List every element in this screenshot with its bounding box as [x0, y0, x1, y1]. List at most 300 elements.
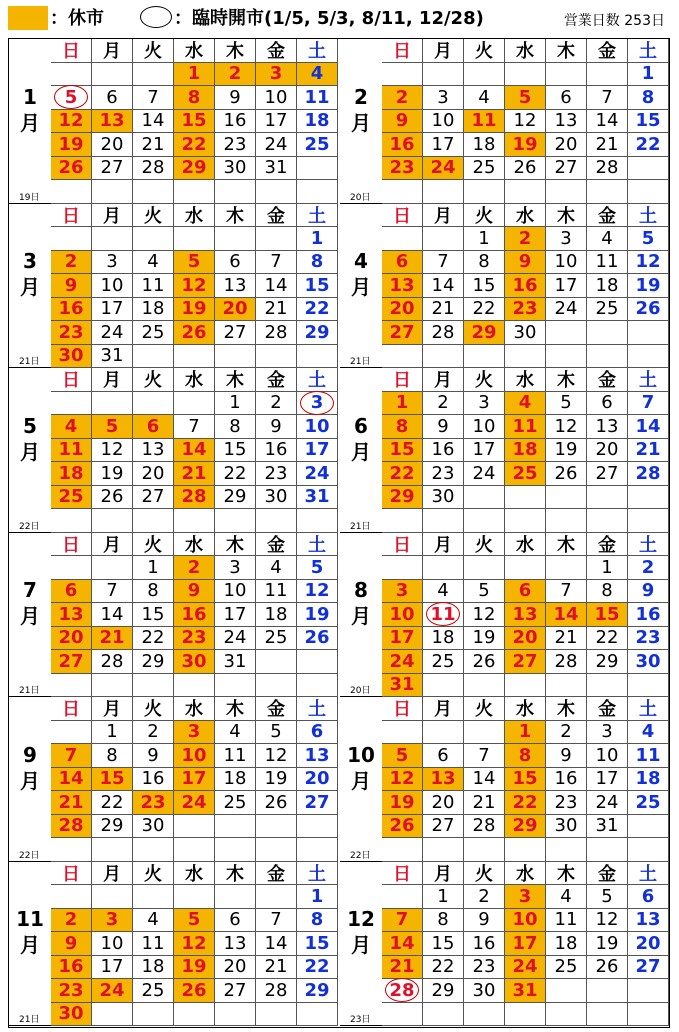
day-cell: 16 — [215, 110, 256, 134]
empty-cell — [423, 674, 464, 698]
day-cell: 7 — [382, 909, 423, 933]
day-cell: 19 — [174, 298, 215, 322]
day-cell: 7 — [423, 251, 464, 275]
day-cell: 21 — [51, 791, 92, 815]
month-business-days: 21日 — [19, 357, 40, 367]
weekday-header: 日 — [382, 39, 423, 63]
day-cell: 22 — [464, 298, 505, 322]
empty-cell — [256, 345, 297, 369]
day-cell: 14 — [628, 415, 669, 439]
month-business-days: 21日 — [350, 521, 371, 532]
day-cell: 13 — [423, 768, 464, 792]
day-cell: 1 — [133, 556, 174, 580]
weekday-header: 月 — [423, 533, 464, 557]
month-suffix: 月 — [20, 110, 40, 135]
day-cell: 6 — [215, 251, 256, 275]
day-cell: 4 — [133, 909, 174, 933]
empty-cell — [51, 509, 92, 533]
day-cell: 3 — [256, 63, 297, 87]
day-cell: 7 — [628, 392, 669, 416]
weekday-header: 金 — [256, 204, 297, 228]
day-cell: 24 — [215, 627, 256, 651]
empty-cell — [215, 227, 256, 251]
day-cell: 10 — [92, 932, 133, 956]
empty-cell — [174, 838, 215, 862]
day-cell: 3 — [587, 721, 628, 745]
day-cell: 17 — [92, 298, 133, 322]
empty-cell — [423, 1003, 464, 1027]
business-days-value: 253日 — [624, 13, 665, 29]
month-block-2 — [340, 39, 669, 204]
day-cell: 18 — [464, 133, 505, 157]
empty-cell — [546, 180, 587, 204]
day-cell: 9 — [464, 909, 505, 933]
day-cell: 11 — [628, 744, 669, 768]
day-cell: 27 — [505, 650, 546, 674]
month-suffix: 月 — [351, 275, 371, 299]
day-cell: 25 — [587, 298, 628, 322]
empty-cell — [133, 674, 174, 698]
day-cell: 10 — [464, 415, 505, 439]
day-cell: 21 — [92, 627, 133, 651]
weekday-header: 土 — [297, 533, 338, 557]
month-suffix: 月 — [20, 275, 40, 299]
month-suffix: 月 — [20, 604, 40, 628]
empty-cell — [215, 509, 256, 533]
day-cell: 17 — [587, 768, 628, 792]
empty-cell — [382, 180, 423, 204]
day-cell: 31 — [297, 486, 338, 510]
day-cell: 17 — [256, 110, 297, 134]
weekday-header: 土 — [628, 39, 669, 63]
special-open-legend-label: ：臨時開市(1/5, 5/3, 8/11, 12/28) — [174, 8, 484, 29]
empty-cell — [505, 180, 546, 204]
day-cell: 25 — [51, 486, 92, 510]
empty-cell — [546, 486, 587, 510]
day-cell: 23 — [174, 627, 215, 651]
day-cell: 14 — [92, 603, 133, 627]
weekday-header: 木 — [215, 39, 256, 63]
day-cell: 28 — [587, 157, 628, 181]
day-cell: 10 — [174, 744, 215, 768]
empty-cell — [546, 63, 587, 87]
day-cell: 14 — [256, 274, 297, 298]
day-cell: 21 — [587, 133, 628, 157]
weekday-header: 水 — [505, 368, 546, 392]
day-cell: 20 — [505, 627, 546, 651]
empty-cell — [297, 650, 338, 674]
day-cell: 17 — [92, 956, 133, 980]
day-cell: 14 — [133, 110, 174, 134]
day-cell: 22 — [423, 956, 464, 980]
weekday-header: 火 — [133, 39, 174, 63]
day-cell: 6 — [505, 580, 546, 604]
empty-cell — [546, 979, 587, 1003]
empty-cell — [382, 721, 423, 745]
day-cell: 1 — [297, 885, 338, 909]
day-cell: 6 — [546, 86, 587, 110]
weekday-header: 火 — [464, 533, 505, 557]
empty-cell — [505, 509, 546, 533]
day-cell: 11 — [505, 415, 546, 439]
day-cell: 27 — [382, 321, 423, 345]
day-cell: 13 — [92, 110, 133, 134]
day-cell: 25 — [546, 956, 587, 980]
month-block-3 — [9, 204, 338, 369]
empty-cell — [133, 885, 174, 909]
day-cell: 29 — [215, 486, 256, 510]
day-cell: 29 — [587, 650, 628, 674]
day-cell: 30 — [256, 486, 297, 510]
day-cell: 17 — [297, 439, 338, 463]
day-cell: 5 — [587, 885, 628, 909]
day-cell: 30 — [133, 815, 174, 839]
month-label — [9, 63, 51, 157]
day-cell: 12 — [51, 110, 92, 134]
day-cell: 27 — [92, 157, 133, 181]
month-business-days: 21日 — [19, 1015, 40, 1025]
day-cell: 17 — [505, 932, 546, 956]
day-cell: 10 — [256, 86, 297, 110]
day-cell: 30 — [51, 345, 92, 369]
month-block-10 — [340, 697, 669, 862]
day-cell: 10 — [215, 580, 256, 604]
weekday-header: 土 — [297, 39, 338, 63]
month-business-days: 20日 — [350, 192, 371, 203]
month-block-7 — [9, 533, 338, 698]
day-cell: 17 — [423, 133, 464, 157]
weekday-header: 木 — [215, 204, 256, 228]
day-cell: 1 — [92, 721, 133, 745]
day-cell: 19 — [174, 956, 215, 980]
empty-cell — [423, 180, 464, 204]
day-cell: 15 — [133, 603, 174, 627]
day-cell: 29 — [382, 486, 423, 510]
month-suffix: 月 — [351, 110, 371, 135]
day-cell: 26 — [297, 627, 338, 651]
day-cell: 19 — [51, 133, 92, 157]
day-cell: 2 — [546, 721, 587, 745]
day-cell: 16 — [51, 956, 92, 980]
weekday-header: 月 — [423, 368, 464, 392]
day-cell: 25 — [133, 979, 174, 1003]
weekday-header: 金 — [587, 368, 628, 392]
empty-cell — [423, 63, 464, 87]
empty-cell — [51, 885, 92, 909]
day-cell: 27 — [628, 956, 669, 980]
day-cell: 1 — [505, 721, 546, 745]
day-cell: 4 — [423, 580, 464, 604]
day-cell: 17 — [464, 439, 505, 463]
empty-cell — [215, 674, 256, 698]
day-cell: 9 — [215, 86, 256, 110]
weekday-header: 月 — [423, 862, 464, 886]
day-cell: 30 — [215, 157, 256, 181]
day-cell: 17 — [546, 274, 587, 298]
day-cell: 26 — [51, 157, 92, 181]
empty-cell — [628, 157, 669, 181]
month-label — [340, 392, 382, 486]
day-cell: 2 — [174, 556, 215, 580]
empty-cell — [215, 885, 256, 909]
day-cell: 25 — [464, 157, 505, 181]
empty-cell — [505, 486, 546, 510]
day-cell: 24 — [256, 133, 297, 157]
day-cell: 7 — [546, 580, 587, 604]
empty-cell — [174, 674, 215, 698]
weekday-header: 水 — [174, 204, 215, 228]
day-cell: 31 — [505, 979, 546, 1003]
day-cell: 29 — [505, 815, 546, 839]
weekday-header: 月 — [92, 862, 133, 886]
day-cell: 6 — [92, 86, 133, 110]
day-cell: 12 — [174, 274, 215, 298]
day-cell: 18 — [423, 627, 464, 651]
day-cell: 19 — [505, 133, 546, 157]
day-cell: 15 — [215, 439, 256, 463]
day-cell: 6 — [297, 721, 338, 745]
weekday-header: 金 — [587, 862, 628, 886]
day-cell: 23 — [423, 462, 464, 486]
weekday-header: 木 — [546, 39, 587, 63]
day-cell: 27 — [133, 486, 174, 510]
month-label — [340, 227, 382, 321]
weekday-header: 金 — [587, 39, 628, 63]
day-cell: 22 — [587, 627, 628, 651]
day-cell: 5 — [464, 580, 505, 604]
month-business-days: 22日 — [19, 850, 40, 861]
day-cell: 5 — [628, 227, 669, 251]
empty-cell — [628, 674, 669, 698]
empty-cell — [382, 1003, 423, 1027]
weekday-header: 金 — [256, 697, 297, 721]
empty-cell — [587, 321, 628, 345]
day-cell: 30 — [505, 321, 546, 345]
weekday-header: 火 — [133, 533, 174, 557]
empty-cell — [464, 180, 505, 204]
day-cell: 13 — [133, 439, 174, 463]
day-cell: 1 — [382, 392, 423, 416]
day-cell: 16 — [505, 274, 546, 298]
day-cell: 7 — [174, 415, 215, 439]
empty-cell — [464, 1003, 505, 1027]
empty-cell — [215, 838, 256, 862]
day-cell: 24 — [505, 956, 546, 980]
empty-cell — [133, 180, 174, 204]
month-business-days: 22日 — [350, 850, 371, 861]
month-label — [9, 392, 51, 486]
empty-cell — [92, 885, 133, 909]
empty-cell — [51, 721, 92, 745]
day-cell: 25 — [256, 627, 297, 651]
day-cell: 19 — [546, 439, 587, 463]
empty-cell — [587, 979, 628, 1003]
empty-cell — [92, 227, 133, 251]
weekday-header: 水 — [505, 697, 546, 721]
empty-cell — [133, 392, 174, 416]
empty-cell — [51, 838, 92, 862]
weekday-header: 金 — [256, 862, 297, 886]
day-cell: 31 — [215, 650, 256, 674]
day-cell: 4 — [628, 721, 669, 745]
day-cell: 28 — [92, 650, 133, 674]
day-cell: 14 — [174, 439, 215, 463]
day-cell: 13 — [628, 909, 669, 933]
day-cell: 11 — [133, 274, 174, 298]
day-cell: 20 — [628, 932, 669, 956]
day-cell: 1 — [297, 227, 338, 251]
day-cell: 22 — [297, 956, 338, 980]
empty-cell — [174, 392, 215, 416]
day-cell: 8 — [505, 744, 546, 768]
day-cell: 5 — [382, 744, 423, 768]
day-cell: 2 — [215, 63, 256, 87]
empty-cell — [51, 674, 92, 698]
empty-cell — [587, 345, 628, 369]
month-suffix: 月 — [351, 768, 371, 793]
day-cell: 5 — [546, 392, 587, 416]
empty-cell — [174, 1003, 215, 1027]
month-business-days: 23日 — [350, 1015, 371, 1025]
day-cell: 4 — [256, 556, 297, 580]
day-cell: 8 — [382, 415, 423, 439]
day-cell: 19 — [92, 462, 133, 486]
empty-cell — [174, 509, 215, 533]
empty-cell — [92, 180, 133, 204]
empty-cell — [423, 721, 464, 745]
month-label — [9, 721, 51, 815]
day-cell: 23 — [546, 791, 587, 815]
empty-cell — [256, 838, 297, 862]
empty-cell — [546, 674, 587, 698]
empty-cell — [464, 63, 505, 87]
day-cell: 21 — [423, 298, 464, 322]
day-cell: 8 — [297, 909, 338, 933]
weekday-header: 木 — [546, 862, 587, 886]
weekday-header: 金 — [587, 204, 628, 228]
weekday-header: 火 — [464, 39, 505, 63]
weekday-header: 火 — [133, 697, 174, 721]
day-cell: 4 — [587, 227, 628, 251]
empty-cell — [505, 345, 546, 369]
empty-cell — [546, 321, 587, 345]
day-cell: 24 — [92, 321, 133, 345]
month-number: 11 — [16, 907, 44, 931]
day-cell: 6 — [215, 909, 256, 933]
day-cell: 13 — [215, 274, 256, 298]
business-days-total — [564, 10, 665, 30]
day-cell: 4 — [505, 392, 546, 416]
empty-cell — [628, 180, 669, 204]
day-cell: 30 — [464, 979, 505, 1003]
day-cell: 28 — [51, 815, 92, 839]
day-cell: 19 — [628, 274, 669, 298]
day-cell: 15 — [174, 110, 215, 134]
day-cell: 28 — [382, 979, 423, 1003]
month-business-days: 19日 — [19, 192, 40, 203]
day-cell: 29 — [174, 157, 215, 181]
day-cell: 28 — [256, 979, 297, 1003]
day-cell: 10 — [297, 415, 338, 439]
day-cell: 1 — [464, 227, 505, 251]
empty-cell — [382, 345, 423, 369]
day-cell: 19 — [382, 791, 423, 815]
day-cell: 5 — [297, 556, 338, 580]
day-cell: 27 — [546, 157, 587, 181]
day-cell: 19 — [464, 627, 505, 651]
weekday-header: 土 — [297, 862, 338, 886]
day-cell: 25 — [628, 791, 669, 815]
day-cell: 28 — [464, 815, 505, 839]
day-cell: 4 — [215, 721, 256, 745]
month-label — [340, 721, 382, 815]
month-suffix: 月 — [20, 768, 40, 793]
empty-cell — [546, 509, 587, 533]
month-block-5 — [9, 368, 338, 533]
closed-legend-label: ：休市 — [50, 8, 104, 29]
day-cell: 18 — [256, 603, 297, 627]
day-cell: 28 — [546, 650, 587, 674]
day-cell: 15 — [464, 274, 505, 298]
day-cell: 9 — [546, 744, 587, 768]
month-business-days: 20日 — [350, 686, 371, 696]
empty-cell — [133, 227, 174, 251]
weekday-header: 水 — [505, 533, 546, 557]
day-cell: 8 — [628, 86, 669, 110]
month-block-8 — [340, 533, 669, 698]
day-cell: 2 — [51, 251, 92, 275]
day-cell: 16 — [382, 133, 423, 157]
empty-cell — [628, 979, 669, 1003]
empty-cell — [256, 650, 297, 674]
weekday-header: 金 — [256, 39, 297, 63]
day-cell: 14 — [51, 768, 92, 792]
day-cell: 13 — [297, 744, 338, 768]
day-cell: 31 — [256, 157, 297, 181]
empty-cell — [174, 885, 215, 909]
day-cell: 9 — [423, 415, 464, 439]
day-cell: 22 — [505, 791, 546, 815]
weekday-header: 木 — [215, 533, 256, 557]
day-cell: 20 — [423, 791, 464, 815]
weekday-header: 土 — [297, 204, 338, 228]
day-cell: 14 — [464, 768, 505, 792]
day-cell: 22 — [133, 627, 174, 651]
day-cell: 18 — [546, 932, 587, 956]
day-cell: 16 — [628, 603, 669, 627]
day-cell: 20 — [215, 956, 256, 980]
day-cell: 4 — [133, 251, 174, 275]
day-cell: 4 — [546, 885, 587, 909]
day-cell: 2 — [382, 86, 423, 110]
empty-cell — [133, 1003, 174, 1027]
day-cell: 14 — [256, 932, 297, 956]
month-business-days: 21日 — [350, 357, 371, 367]
empty-cell — [546, 556, 587, 580]
day-cell: 16 — [51, 298, 92, 322]
weekday-header: 火 — [133, 204, 174, 228]
empty-cell — [174, 345, 215, 369]
empty-cell — [92, 556, 133, 580]
day-cell: 5 — [256, 721, 297, 745]
day-cell: 16 — [174, 603, 215, 627]
month-number: 4 — [354, 249, 368, 273]
day-cell: 17 — [215, 603, 256, 627]
day-cell: 10 — [92, 274, 133, 298]
day-cell: 10 — [546, 251, 587, 275]
day-cell: 7 — [464, 744, 505, 768]
empty-cell — [92, 1003, 133, 1027]
